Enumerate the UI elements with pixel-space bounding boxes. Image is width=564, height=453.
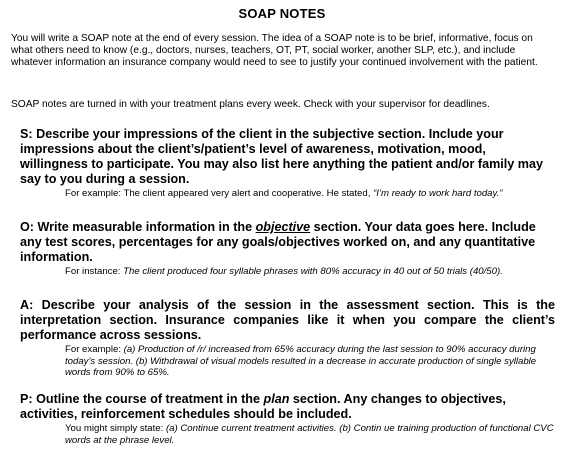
section-subjective	[20, 127, 555, 200]
intro-paragraph: You will write a SOAP note at the end of every session. The idea of a SOAP note is to be brief, informative, focus on what others need to know (e.g., doctors, nurses, teachers, OT, PT, social worker, another SLP, etc.), and include whatever information an insurance company would need to see to justify your continued involvement with the patient.	[11, 33, 538, 68]
objective-example-text: The client produced four syllable phrases with 80% accuracy in 40 out of 50 trials (40/50).	[123, 266, 503, 277]
objective-example-lead: For instance:	[65, 266, 124, 277]
section-assessment	[20, 298, 555, 379]
subjective-example-quote: “I’m ready to work hard today.”	[373, 188, 503, 199]
turn-in-paragraph: SOAP notes are turned in with your treatment plans every week. Check with your supervisor for deadlines.	[11, 99, 490, 110]
section-plan	[20, 392, 555, 446]
assessment-example-text: (a) Production of /r/ increased from 65% accuracy during the last session to 90% accuracy during today’s session. (b) Withdrawal of visual models resulted in a decrease in accurate production of single syllable words from 90% to 65%.	[65, 344, 537, 378]
objective-heading-post: section. Your data goes here. Include any test scores, percentages for any goals/objectives worked on, and any quantitative information.	[20, 220, 536, 264]
plan-example-text: (a) Continue current treatment activities. (b) Contin ue training production of functional CVC words at the phrase level.	[65, 423, 554, 446]
subjective-example-lead: For example: The client appeared very alert and cooperative. He stated,	[65, 188, 374, 199]
plan-heading-post: section. Any changes to objectives, activities, reinforcement schedules should be included.	[20, 392, 506, 421]
assessment-example	[65, 344, 555, 379]
plan-heading	[20, 392, 555, 422]
plan-heading-pre: P: Outline the course of treatment in the	[20, 392, 264, 406]
plan-example-lead: You might simply state:	[65, 423, 166, 434]
section-objective	[20, 220, 555, 278]
plan-example	[65, 423, 555, 446]
objective-keyword: objective	[255, 220, 311, 234]
objective-heading	[20, 220, 555, 265]
page-title: SOAP NOTES	[238, 6, 326, 21]
objective-heading-pre: O: Write measurable information in the	[20, 220, 256, 234]
subjective-heading: S: Describe your impressions of the client in the subjective section. Include your impressions about the client’s/patient’s level of awareness, motivation, mood, willingness to participate. You may also list here anything the patient and/or family may say to you during a session.	[20, 127, 543, 186]
assessment-example-lead: For example:	[65, 344, 124, 355]
objective-example	[65, 266, 555, 278]
assessment-heading: A: Describe your analysis of the session in the assessment section. This is the interpretation section. Insurance companies like it when you compare the client’s performance across sessions.	[20, 298, 555, 342]
subjective-example	[65, 188, 555, 200]
plan-keyword: plan	[263, 392, 290, 406]
